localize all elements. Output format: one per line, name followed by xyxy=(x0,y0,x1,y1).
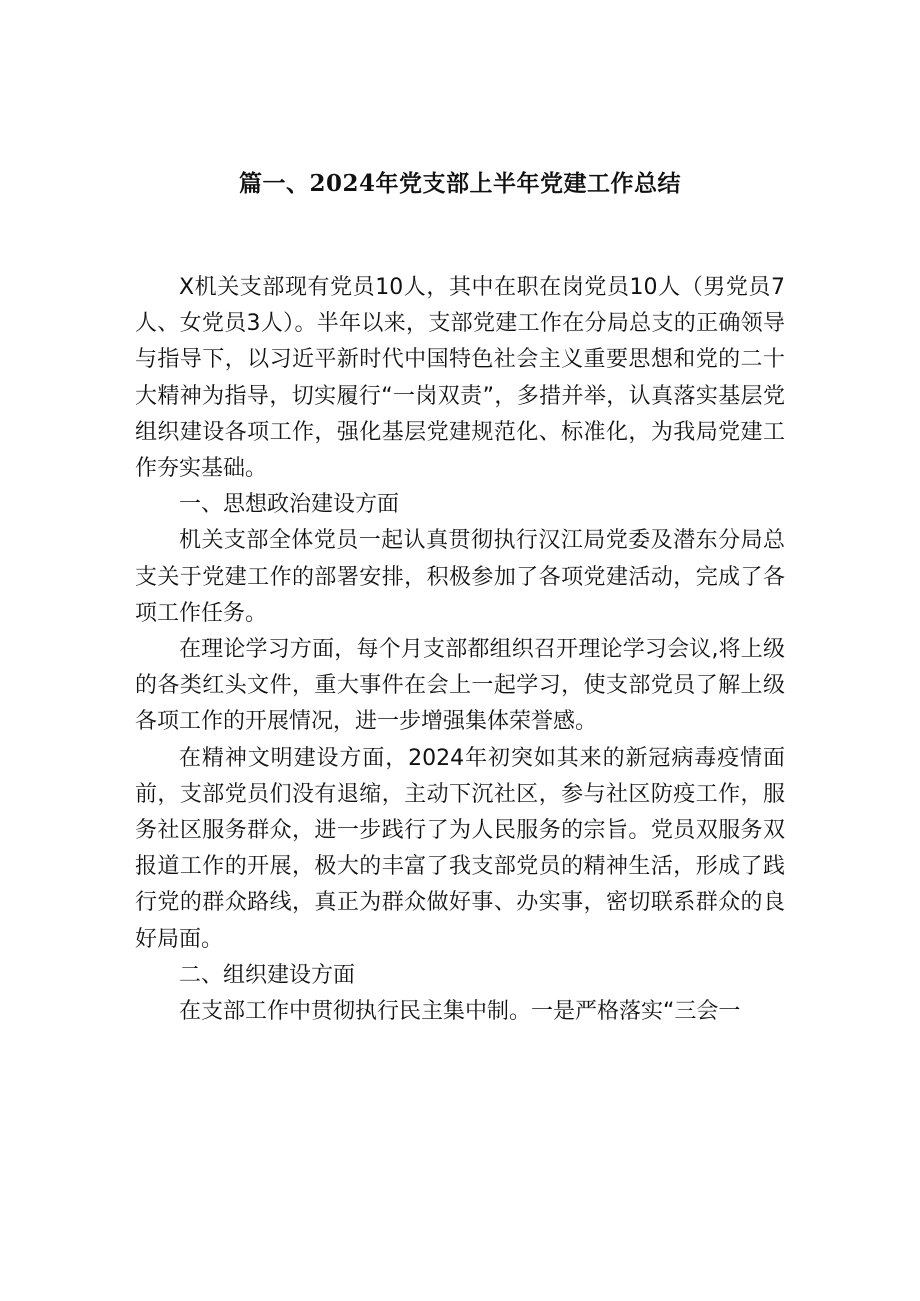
paragraph-political-overview: 机关支部全体党员一起认真贯彻执行汉江局党委及潜东分局总支关于党建工作的部署安排，积极参加了各项党建活动，完成了各项工作任务。 xyxy=(135,528,785,626)
paragraph-democratic-centralism: 在支部工作中贯彻执行民主集中制。一是严格落实“三会一 xyxy=(179,999,741,1025)
paragraph-intro: X机关支部现有党员10人，其中在职在岗党员10人（男党员7人、女党员3人）。半年以来，支部党建工作在分局总支的正确领导与指导下，以习近平新时代中国特色社会主义重要思想和党的二十大精神为指导，切实履行“一岗双责”，多措并举，认真落实基层党组织建设各项工作，强化基层党建规范化、标准化，为我局党建工作夯实基础。 xyxy=(135,275,785,482)
section-heading-political: 一、思想政治建设方面 xyxy=(179,492,400,518)
section-heading-organization: 二、组织建设方面 xyxy=(179,962,356,988)
document-body xyxy=(135,270,785,1030)
paragraph-spiritual-civilization: 在精神文明建设方面，2024年初突如其来的新冠病毒疫情面前，支部党员们没有退缩，主动下沉社区，参与社区防疫工作，服务社区服务群众，进一步践行了为人民服务的宗旨。党员双服务双报道工作的开展，极大的丰富了我支部党员的精神生活，形成了践行党的群众路线，真正为群众做好事、办实事，密切联系群众的良好局面。 xyxy=(135,745,785,952)
document-title: 篇一、2024年党支部上半年党建工作总结 xyxy=(238,170,681,197)
paragraph-theory-study: 在理论学习方面，每个月支部都组织召开理论学习会议,将上级的各类红头文件，重大事件在会上一起学习，使支部党员了解上级各项工作的开展情况，进一步增强集体荣誉感。 xyxy=(135,637,785,735)
